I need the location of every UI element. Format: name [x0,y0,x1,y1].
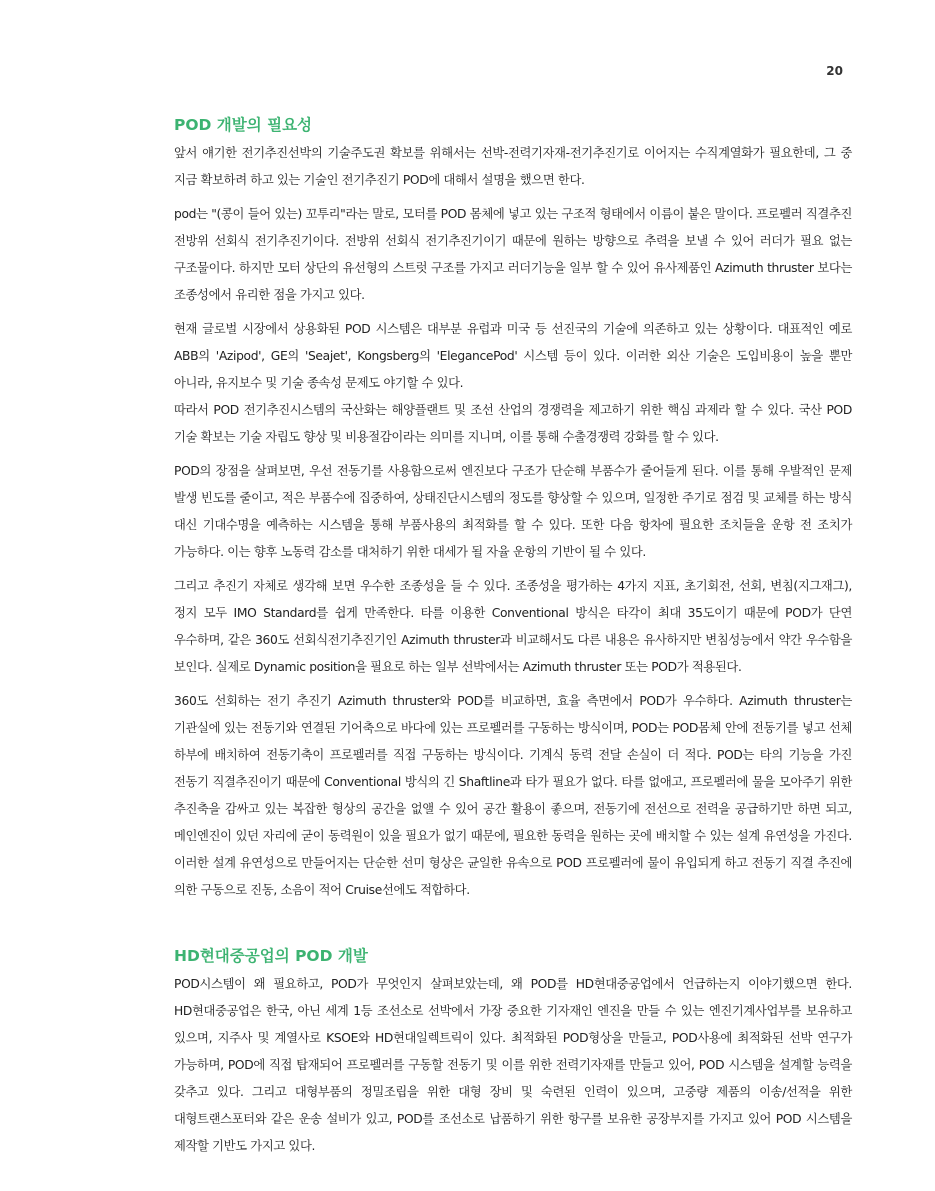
paragraph: 따라서 POD 전기추진시스템의 국산화는 해양플랜트 및 조선 산업의 경쟁력을 제고하기 위한 핵심 과제라 할 수 있다. 국산 POD 기술 확보는 기술 자립도 향상 및 비용절감이라는 의미를 지니며, 이를 통해 수출경쟁력 강화를 할 수 있다. [174,403,852,444]
page-number: 20 [826,64,843,78]
paragraph: POD시스템이 왜 필요하고, POD가 무엇인지 살펴보았는데, 왜 POD를 HD현대중공업에서 언급하는지 이야기했으면 한다. HD현대중공업은 한국, 아닌 세계 1등 조선소로 선박에서 가장 중요한 기자재인 엔진을 만들 수 있는 엔진기계사업부를 보유하고 있으며, 지주사 및 계열사로 KSOE와 HD현대일렉트릭이 있다. 최적화된 POD형상을 만들고, POD사용에 최적화된 선박 연구가 가능하며, POD에 직접 탑재되어 프로펠러를 구동할 전동기 및 이를 위한 전력기자재를 만들고 있어, POD 시스템을 설계할 능력을 갖추고 있다. 그리고 대형부품의 정밀조립을 위한 대형 장비 및 숙련된 인력이 있으며, 고중량 제품의 이송/선적을 위한 대형트랜스포터와 같은 운송 설비가 있고, POD를 조선소로 납품하기 위한 항구를 보유한 공장부지를 가지고 있어 POD 시스템을 제작할 기반도 가지고 있다. [174,977,852,1153]
section-spacer [174,911,852,945]
paragraph: 그리고 추진기 자체로 생각해 보면 우수한 조종성을 들 수 있다. 조종성을 평가하는 4가지 지표, 초기회전, 선회, 변침(지그재그), 정지 모두 IMO Standard를 쉽게 만족한다. 타를 이용한 Conventional 방식은 타각이 최대 35도이기 때문에 POD가 단연 우수하며, 같은 360도 선회식전기추진기인 Azimuth thruster과 비교해서도 다른 내용은 유사하지만 변침성능에서 약간 우수함을 보인다. 실제로 Dynamic position을 필요로 하는 일부 선박에서는 Azimuth thruster 또는 POD가 적용된다. [174,579,852,674]
paragraph: POD의 장점을 살펴보면, 우선 전동기를 사용함으로써 엔진보다 구조가 단순해 부품수가 줄어들게 된다. 이를 통해 우발적인 문제 발생 빈도를 줄이고, 적은 부품수에 집중하여, 상태진단시스템의 정도를 향상할 수 있으며, 일정한 주기로 점검 및 교체를 하는 방식 대신 기대수명을 예측하는 시스템을 통해 부품사용의 최적화를 할 수 있다. 또한 다음 항차에 필요한 조치들을 운항 전 조치가 가능하다. 이는 향후 노동력 감소를 대처하기 위한 대세가 될 자율 운항의 기반이 될 수 있다. [174,464,852,559]
document-body [174,114,852,1167]
section-title-hd-pod-development: HD현대중공업의 POD 개발 [174,947,368,965]
paragraph: 360도 선회하는 전기 추진기 Azimuth thruster와 POD를 비교하면, 효율 측면에서 POD가 우수하다. Azimuth thruster는 기관실에 있는 전동기와 연결된 기어축으로 바다에 있는 프로펠러를 구동하는 방식이며, POD는 POD몸체 안에 전동기를 넣고 선체 하부에 배치하여 전동기축이 프로펠러를 직접 구동하는 방식이다. 기계식 동력 전달 손실이 더 적다. POD는 타의 기능을 가진 전동기 직결추진이기 때문에 Conventional 방식의 긴 Shaftline과 타가 필요가 없다. 타를 없애고, 프로펠러에 물을 모아주기 위한 추진축을 감싸고 있는 복잡한 형상의 공간을 없앨 수 있어 공간 활용이 좋으며, 전동기에 전선으로 전력을 공급하기만 하면 되고, 메인엔진이 있던 자리에 굳이 동력원이 있을 필요가 없기 때문에, 필요한 동력을 원하는 곳에 배치할 수 있는 설계 유연성을 가진다. 이러한 설계 유연성으로 만들어지는 단순한 선미 형상은 균일한 유속으로 POD 프로펠러에 물이 유입되게 하고 전동기 직결 추진에 의한 구동으로 진동, 소음이 적어 Cruise선에도 적합하다. [174,694,852,897]
paragraph: pod는 "(콩이 들어 있는) 꼬투리"라는 말로, 모터를 POD 몸체에 넣고 있는 구조적 형태에서 이름이 붙은 말이다. 프로펠러 직결추진 전방위 선회식 전기추진기이다. 전방위 선회식 전기추진기이기 때문에 원하는 방향으로 추력을 보낼 수 있어 러더가 필요 없는 구조물이다. 하지만 모터 상단의 유선형의 스트럿 구조를 가지고 러더기능을 일부 할 수 있어 유사제품인 Azimuth thruster 보다는 조종성에서 유리한 점을 가지고 있다. [174,207,852,302]
paragraph: 앞서 얘기한 전기추진선박의 기술주도권 확보를 위해서는 선박-전력기자재-전기추진기로 이어지는 수직계열화가 필요한데, 그 중 지금 확보하려 하고 있는 기술인 전기추진기 POD에 대해서 설명을 했으면 한다. [174,146,852,187]
paragraph: 현재 글로벌 시장에서 상용화된 POD 시스템은 대부분 유럽과 미국 등 선진국의 기술에 의존하고 있는 상황이다. 대표적인 예로 ABB의 'Azipod', GE의 'Seajet', Kongsberg의 'ElegancePod' 시스템 등이 있다. 이러한 외산 기술은 도입비용이 높을 뿐만 아니라, 유지보수 및 기술 종속성 문제도 야기할 수 있다. [174,322,852,390]
section-title-pod-necessity: POD 개발의 필요성 [174,116,313,134]
